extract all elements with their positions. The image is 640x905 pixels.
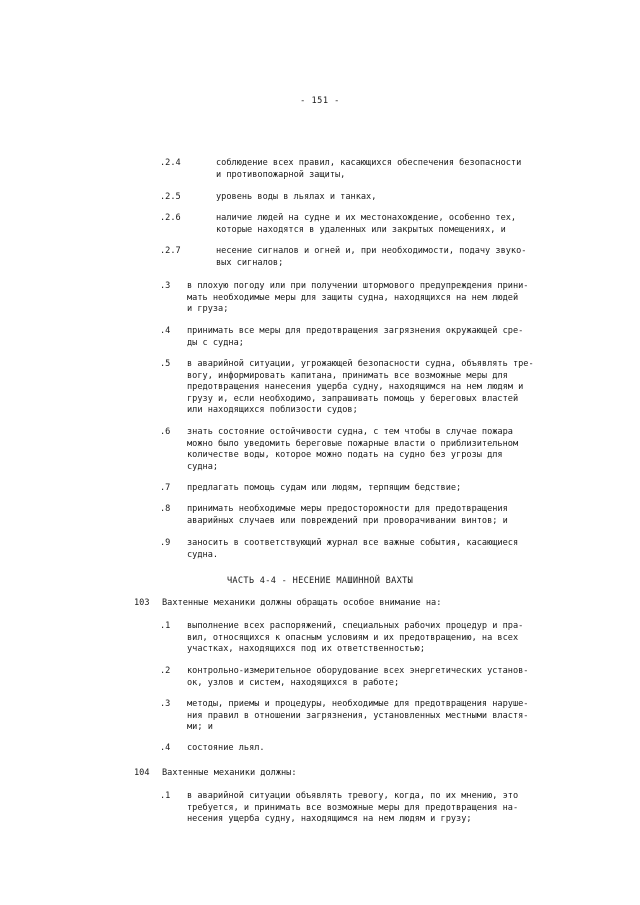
part-heading: ЧАСТЬ 4-4 - НЕСЕНИЕ МАШИННОЙ ВАХТЫ [226, 576, 414, 586]
item-text: в аварийной ситуации, угрожающей безопасности судна, объявлять тре- вогу, информировать капитана, принимать все возможные меры для предотвращения нанесения ущерба судну, находящимся на нем людям и грузу и, если необходимо, запрашивать помощь у береговых властей или находящихся поблизости судов; [187, 359, 534, 415]
item-number: .9 [160, 538, 171, 548]
item-text: в аварийной ситуации объявлять тревогу, когда, по их мнению, это требуется, и принимать все возможные меры для предотвращения на- несения ущерба судну, находящимся на нем людям и грузу; [187, 791, 519, 824]
item-text: выполнение всех распоряжений, специальных рабочих процедур и пра- вил, относящихся к опасным условиям и их предотвращению, на всех участках, находящихся под их ответственностью; [187, 621, 524, 654]
paragraph-number: 103 [134, 598, 150, 608]
item-number: .4 [160, 743, 171, 753]
item-text: принимать все меры для предотвращения загрязнения окружающей сре- ды с судна; [187, 326, 524, 348]
item-text: предлагать помощь судам или людям, терпящим бедствие; [187, 483, 462, 493]
item-text: методы, приемы и процедуры, необходимые для предотвращения наруше- ния правил в отношении загрязнения, установленных местными властя- ми; и [187, 699, 529, 732]
item-number: .4 [160, 326, 171, 336]
item-number: .3 [160, 281, 171, 291]
item-number: .2.4 [160, 158, 181, 168]
paragraph-text: Вахтенные механики должны: [162, 768, 297, 778]
item-text: в плохую погоду или при получении штормового предупреждения прини- мать необходимые меры для защиты судна, находящихся на нем людей и груза; [187, 281, 529, 314]
item-number: .2.7 [160, 246, 181, 256]
item-text: знать состояние остойчивости судна, с тем чтобы в случае пожара можно было уведомить береговые пожарные власти о приблизительном количестве воды, которое можно подать на судно без угрозы для судна; [187, 427, 519, 472]
item-number: .2.5 [160, 192, 181, 202]
page-number: - 151 - [300, 96, 340, 106]
item-number: .1 [160, 621, 171, 631]
item-text: заносить в соответствующий журнал все важные события, касающиеся судна. [187, 538, 519, 560]
item-number: .7 [160, 483, 171, 493]
item-number: .2 [160, 666, 171, 676]
paragraph-number: 104 [134, 768, 150, 778]
item-text: контрольно-измерительное оборудование всех энергетических установ- ок, узлов и систем, находящихся в работе; [187, 666, 529, 688]
item-number: .5 [160, 359, 171, 369]
item-number: .3 [160, 699, 171, 709]
item-number: .8 [160, 504, 171, 514]
item-number: .2.6 [160, 213, 181, 223]
item-text: несение сигналов и огней и, при необходимости, подачу звуко- вых сигналов; [216, 246, 527, 268]
item-text: состояние льял. [187, 743, 265, 753]
item-text: соблюдение всех правил, касающихся обеспечения безопасности и противопожарной защиты, [216, 158, 522, 180]
item-number: .6 [160, 427, 171, 437]
item-text: принимать необходимые меры предосторожности для предотвращения аварийных случаев или повреждений при проворачивании винтов; и [187, 504, 508, 526]
item-text: уровень воды в льялах и танках, [216, 192, 377, 202]
item-number: .1 [160, 791, 171, 801]
paragraph-text: Вахтенные механики должны обращать особое внимание на: [162, 598, 442, 608]
item-text: наличие людей на судне и их местонахождение, особенно тех, которые находятся в удаленных или закрытых помещениях, и [216, 213, 517, 235]
